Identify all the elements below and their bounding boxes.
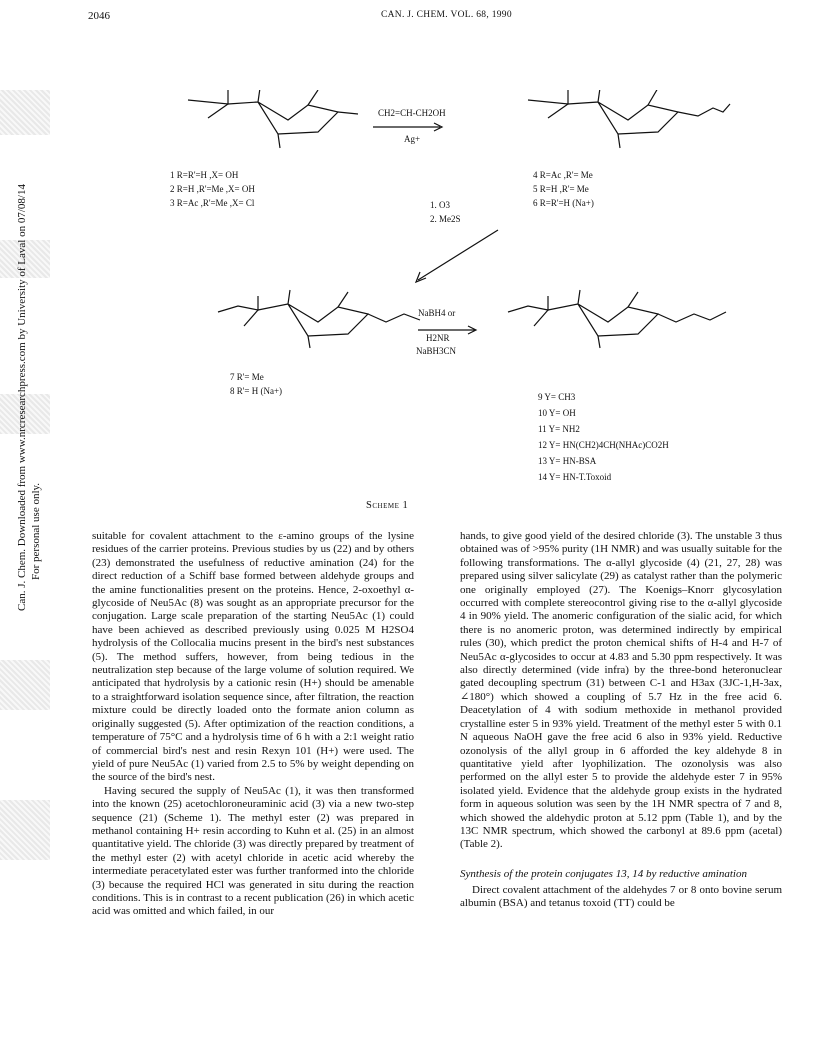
compound-label: 7 R'= Me — [230, 372, 264, 382]
scheme-caption: Scheme 1 — [366, 500, 409, 511]
watermark-line-1: Can. J. Chem. Downloaded from www.nrcresearchpress.com by University of Laval on 07/08/14 — [16, 184, 28, 611]
reagent-nabh3cn: NaBH3CN — [416, 346, 456, 356]
compound-label: 13 Y= HN-BSA — [538, 456, 597, 466]
structure-4-6 — [528, 90, 730, 148]
compound-label: 3 R=Ac ,R'=Me ,X= Cl — [170, 198, 255, 208]
reagent-ozone: 1. O3 — [430, 200, 450, 210]
compound-label: 2 R=H ,R'=Me ,X= OH — [170, 184, 255, 194]
reagent-silver: Ag+ — [404, 134, 421, 144]
watermark-line-2: For personal use only. — [30, 482, 42, 580]
compound-label: 10 Y= OH — [538, 408, 576, 418]
right-column — [460, 530, 782, 911]
scan-artifact — [0, 90, 50, 135]
download-watermark — [6, 184, 66, 616]
page-number: 2046 — [88, 10, 110, 22]
paragraph: hands, to give good yield of the desired chloride (3). The unstable 3 thus obtained was of >95% purity (1H NMR) and was usually suitable for the following transformations. The α-allyl glycoside (4) (21, 27, 28) was prepared using silver salicylate (29) as catalyst rather than the polymeric one originally employed (27). The Koenigs–Knorr glycosylation occurred with complete stereocontrol giving rise to the α-allyl glycoside 4 in 90% yield. The anomeric configuration of the sialic acid, for which there is no anomeric proton, was determined indirectly by empirical rules (30), which predict the proton chemical shifts of H-4 and H-7 of Neu5Ac α-glycosides to occur at 4.83 and 5.30 ppm respectively. It was also directly determined (vide infra) by the three-bond heteronuclear gated decoupling spectrum (31) between C-1 and H3ax (3JC-1,H-3ax, ∠180°) which showed a coupling of 5.7 Hz in the free acid 6. Deacetylation of 4 with sodium methoxide in methanol provided crystalline ester 5 in 93% yield. Treatment of the methyl ester 5 with 0.1 N aqueous NaOH gave the free acid 6 also in 93% yield. Reductive ozonolysis of the allyl group in 6 afforded the key aldehyde 8 in quantitative yield after lyophilization. The ozonolysis was also performed on the allyl ester 5 to provide the aldehyde ester 7 in 95% isolated yield. Evidence that the aldehyde group exists in the hydrated form in aqueous solution was seen by the 1H NMR spectra of 7 and 8, which showed the aldehydic proton at 5.12 ppm (Table 1), and by the 13C NMR spectrum, which showed the carbonyl at 89.6 ppm (acetal) (Table 2). — [460, 530, 782, 851]
structure-7-8 — [218, 290, 420, 348]
scheme-structures — [168, 90, 758, 500]
compound-label: 4 R=Ac ,R'= Me — [533, 170, 593, 180]
section-heading: Synthesis of the protein conjugates 13, 14 by reductive amination — [460, 867, 747, 880]
running-header: CAN. J. CHEM. VOL. 68, 1990 — [381, 10, 512, 20]
compound-label: 6 R=R'=H (Na+) — [533, 198, 594, 208]
compound-label: 12 Y= HN(CH2)4CH(NHAc)CO2H — [538, 440, 669, 450]
arrow-2 — [418, 230, 498, 280]
scan-artifact — [0, 800, 50, 860]
compound-label: 9 Y= CH3 — [538, 392, 576, 402]
structure-1-3 — [188, 90, 358, 148]
paragraph: Having secured the supply of Neu5Ac (1), it was then transformed into the known (25) acetochloroneuraminic acid (3) via a new two-step sequence (21) (Scheme 1). The methyl ester (2) was prepared in methanol containing H+ resin according to Kuhn et al. (25) in an almost quantitative yield. The chloride (3) was directly prepared by treatment of the methyl ester (2) with acetyl chloride in acetic acid whereby the intermediate peracetylated ester was further tranformed into the chloride (3) because the required HCl was generated in situ during the reaction conditions. This is in contrast to a recent publication (26) in which acetic acid was omitted and which failed, in our — [92, 784, 414, 918]
compound-label: 14 Y= HN-T.Toxoid — [538, 472, 612, 482]
reagent-dimethylsulfide: 2. Me2S — [430, 214, 461, 224]
reagent-amine: H2NR — [426, 333, 450, 343]
reagent-allyl-alcohol: CH2=CH-CH2OH — [378, 108, 446, 118]
compound-label: 5 R=H ,R'= Me — [533, 184, 589, 194]
paragraph: Direct covalent attachment of the aldehydes 7 or 8 onto bovine serum albumin (BSA) and tetanus toxoid (TT) could be — [460, 883, 782, 910]
paragraph: suitable for covalent attachment to the ε-amino groups of the lysine residues of the carrier proteins. Previous studies by us (22) and by others (23) demonstrated the usefulness of reductive amination (24) for the direct reduction of a Schiff base formed between aldehyde groups and the amine functionalities present on the proteins. Hence, 2-oxoethyl α-glycoside of Neu5Ac (8) was sought as an appropriate precursor for the conjugation. Large scale preparation of the starting Neu5Ac (1) could have been achieved as described previously using 0.025 M H2SO4 hydrolysis of the Collocalia mucins present in the bird's nest substances (5). The method suffers, however, from being tedious in the neutralization step because of the large volume of solution required. We anticipated that hydrolysis by a cationic resin (H+) should be amenable to a straightforward isolation sequence since, after filtration, the reaction mixture could be directly loaded onto the formate anion column as originally suggested (5). After optimization of the reaction conditions, a temperature of 75°C and a hydrolysis time of 6 h with a 2:1 weight ratio of commercial bird's nest and resin Rexyn 101 (H+) were used. The yield of pure Neu5Ac (1) varied from 2.5 to 5% by weight depending on the source of the bird's nest. — [92, 530, 414, 784]
compound-label: 8 R'= H (Na+) — [230, 386, 283, 396]
left-column — [92, 530, 414, 919]
scan-artifact — [0, 660, 50, 710]
compound-label: 11 Y= NH2 — [538, 424, 580, 434]
structure-9-14 — [508, 290, 726, 348]
reaction-scheme — [168, 90, 758, 500]
reagent-nabh4: NaBH4 or — [418, 308, 456, 318]
compound-label: 1 R=R'=H ,X= OH — [170, 170, 239, 180]
